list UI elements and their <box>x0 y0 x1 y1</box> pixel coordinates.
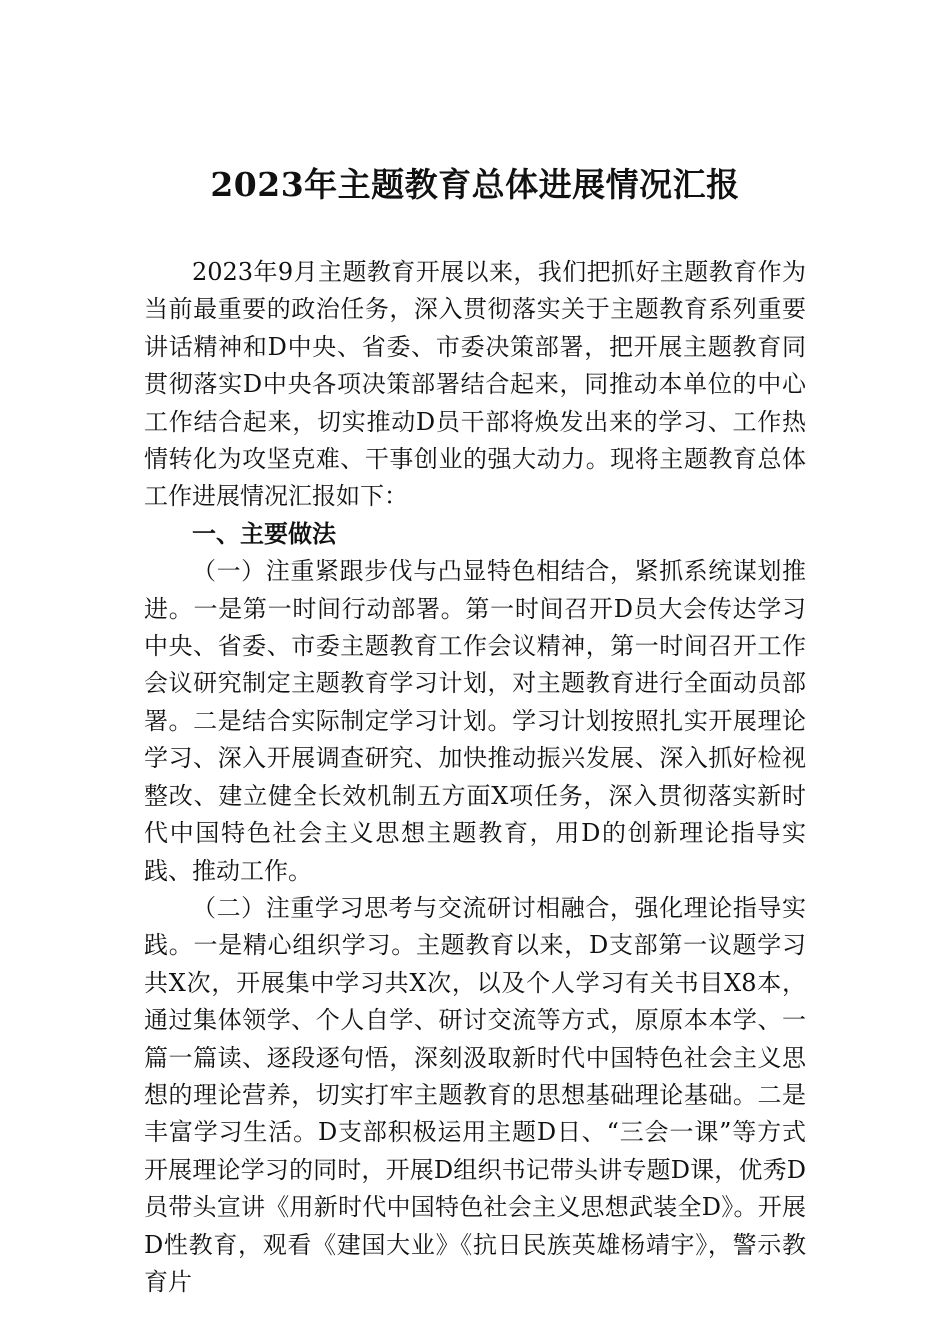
document-body <box>144 254 806 1301</box>
subsection-2-paragraph <box>144 890 806 1301</box>
intro-paragraph: 2023年9月主题教育开展以来，我们把抓好主题教育作为当前最重要的政治任务，深入贯彻落实关于主题教育系列重要讲话精神和D中央、省委、市委决策部署，把开展主题教育同贯彻落实D中央各项决策部署结合起来，同推动本单位的中心工作结合起来，切实推动D员干部将焕发出来的学习、工作热情转化为攻坚克难、干事创业的强大动力。现将主题教育总体工作进展情况汇报如下： <box>144 258 806 511</box>
section-heading-main-practices: 一、主要做法 <box>192 519 336 548</box>
subsection-2-body: 一是精心组织学习。主题教育以来，D支部第一议题学习共X次，开展集中学习共X次，以及个人学习有关书目X8本，通过集体领学、个人自学、研讨交流等方式，原原本本学、一篇一篇读、逐段逐句悟，深刻汲取新时代中国特色社会主义思想的理论营养，切实打牢主题教育的思想基础理论基础。二是丰富学习生活。D支部积极运用主题D日、“三会一课”等方式开展理论学习的同时，开展D组织书记带头讲专题D课，优秀D员带头宣讲《用新时代中国特色社会主义思想武装全D》。开展D性教育，观看《建国大业》《抗日民族英雄杨靖宇》，警示教育片 <box>144 931 807 1296</box>
subsection-1-body: 一是第一时间行动部署。第一时间召开D员大会传达学习中央、省委、市委主题教育工作会议精神，第一时间召开工作会议研究制定主题教育学习计划，对主题教育进行全面动员部署。二是结合实际制定学习计划。学习计划按照扎实开展理论学习、深入开展调查研究、加快推动振兴发展、深入抓好检视整改、建立健全长效机制五方面X项任务，深入贯彻落实新时代中国特色社会主义思想主题教育，用D的创新理论指导实践、推动工作。 <box>144 594 807 885</box>
subsection-2-title: （二）注重学习思考与交流研讨相融合，强化理论指导实践。 <box>144 893 806 960</box>
subsection-1-title: （一）注重紧跟步伐与凸显特色相结合，紧抓系统谋划推进。 <box>144 557 806 623</box>
subsection-1-paragraph <box>144 553 806 890</box>
document-title: 2023年主题教育总体进展情况汇报 <box>210 165 740 204</box>
